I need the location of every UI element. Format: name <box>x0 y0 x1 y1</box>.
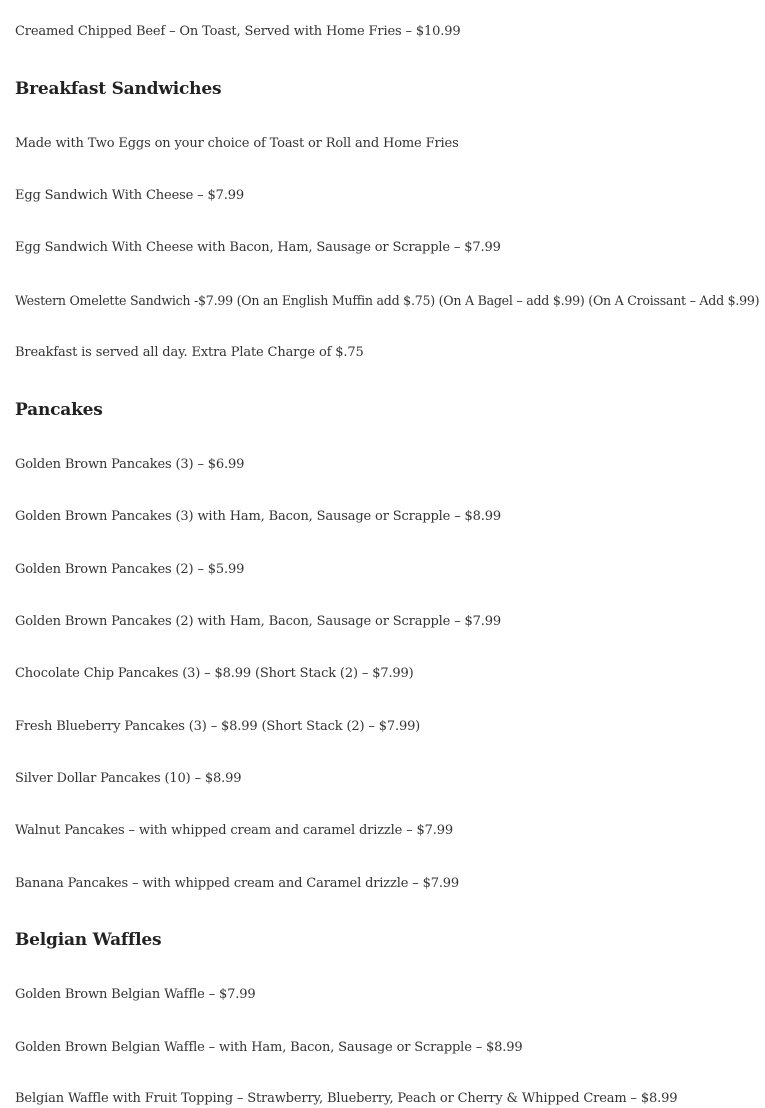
menu-item-creamed-chipped-beef: Creamed Chipped Beef – On Toast, Served with Home Fries – $10.99 <box>15 24 461 39</box>
menu-item-pancakes-2-meat: Golden Brown Pancakes (2) with Ham, Bacon, Sausage or Scrapple – $7.99 <box>15 614 501 629</box>
menu-item-walnut-pancakes: Walnut Pancakes – with whipped cream and caramel drizzle – $7.99 <box>15 823 453 838</box>
breakfast-served-all-day-note: Breakfast is served all day. Extra Plate Charge of $.75 <box>15 345 364 360</box>
section-heading-pancakes: Pancakes <box>15 400 103 420</box>
menu-item-egg-sandwich-cheese: Egg Sandwich With Cheese – $7.99 <box>15 188 244 203</box>
section-heading-breakfast-sandwiches: Breakfast Sandwiches <box>15 79 222 99</box>
menu-item-chocolate-chip-pancakes: Chocolate Chip Pancakes (3) – $8.99 (Short Stack (2) – $7.99) <box>15 666 414 681</box>
menu-item-belgian-waffle-fruit: Belgian Waffle with Fruit Topping – Strawberry, Blueberry, Peach or Cherry & Whipped Cream – $8.99 <box>15 1091 678 1106</box>
menu-item-silver-dollar-pancakes: Silver Dollar Pancakes (10) – $8.99 <box>15 771 242 786</box>
section-note-breakfast-sandwiches: Made with Two Eggs on your choice of Toast or Roll and Home Fries <box>15 136 459 151</box>
menu-item-blueberry-pancakes: Fresh Blueberry Pancakes (3) – $8.99 (Short Stack (2) – $7.99) <box>15 719 421 734</box>
menu-item-belgian-waffle-meat: Golden Brown Belgian Waffle – with Ham, Bacon, Sausage or Scrapple – $8.99 <box>15 1040 523 1055</box>
menu-item-banana-pancakes: Banana Pancakes – with whipped cream and Caramel drizzle – $7.99 <box>15 876 460 891</box>
menu-item-western-omelette-sandwich: Western Omelette Sandwich -$7.99 (On an English Muffin add $.75) (On A Bagel – add $.99) (On A Croissant – Add $.99) <box>15 293 760 308</box>
menu-item-pancakes-2: Golden Brown Pancakes (2) – $5.99 <box>15 562 245 577</box>
menu-item-belgian-waffle: Golden Brown Belgian Waffle – $7.99 <box>15 987 256 1002</box>
menu-item-pancakes-3: Golden Brown Pancakes (3) – $6.99 <box>15 457 245 472</box>
section-heading-belgian-waffles: Belgian Waffles <box>15 930 162 950</box>
menu-item-pancakes-3-meat: Golden Brown Pancakes (3) with Ham, Bacon, Sausage or Scrapple – $8.99 <box>15 509 501 524</box>
menu-item-egg-sandwich-cheese-meat: Egg Sandwich With Cheese with Bacon, Ham, Sausage or Scrapple – $7.99 <box>15 240 501 255</box>
